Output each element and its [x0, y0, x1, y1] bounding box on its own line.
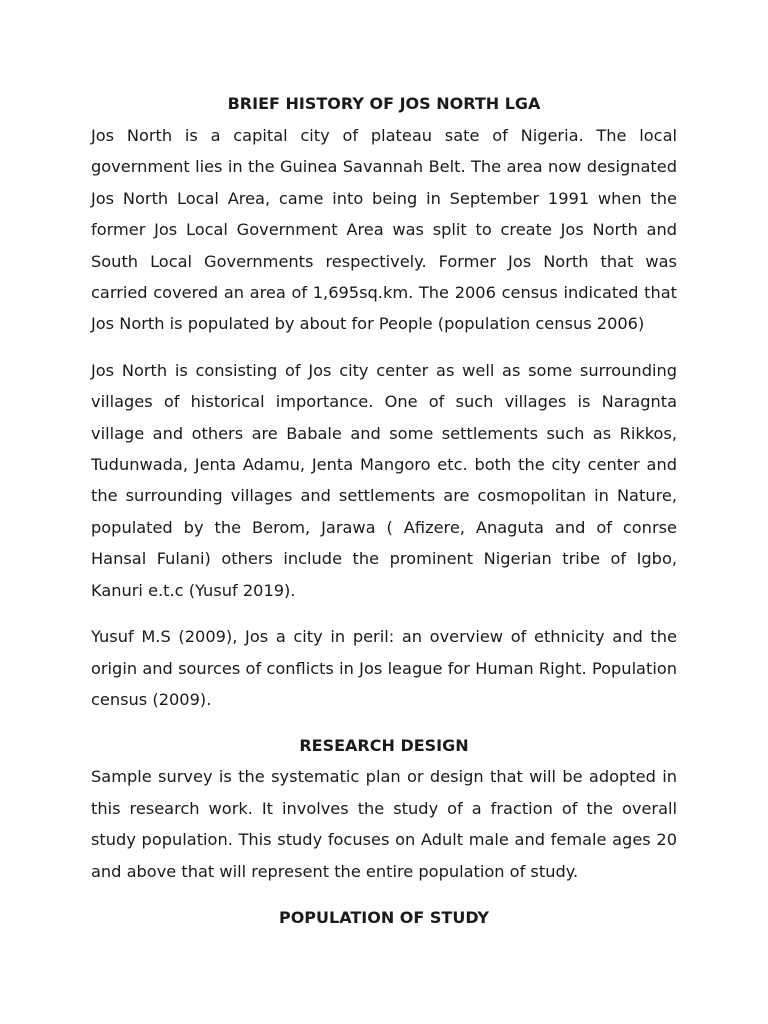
paragraph-research-design: Sample survey is the systematic plan or design that will be adopted in this research work. It involves the study of a fraction of the overall study population. This study focuses on Adult male and female ages 20 and above that will represent the entire population of study.	[91, 767, 677, 881]
section-heading-population-of-study: POPULATION OF STUDY	[278, 907, 490, 927]
paragraph-reference: Yusuf M.S (2009), Jos a city in peril: an overview of ethnicity and the origin and sources of conflicts in Jos league for Human Right. Population census (2009).	[91, 627, 677, 709]
paragraph-jos-north-overview: Jos North is a capital city of plateau sate of Nigeria. The local government lies in the Guinea Savannah Belt. The area now designated Jos North Local Area, came into being in September 1991 when the former Jos Local Government Area was split to create Jos North and South Local Governments respectively. Former Jos North that was carried covered an area of 1,695sq.km. The 2006 census indicated that Jos North is populated by about for People (population census 2006)	[91, 126, 677, 334]
section-heading-brief-history: BRIEF HISTORY OF JOS NORTH LGA	[227, 94, 541, 113]
paragraph-jos-north-composition: Jos North is consisting of Jos city center as well as some surrounding villages of historical importance. One of such villages is Naragnta village and others are Babale and some settlements such as Rikkos, Tudunwada, Jenta Adamu, Jenta Mangoro etc. both the city center and the surrounding villages and settlements are cosmopolitan in Nature, populated by the Berom, Jarawa ( Afizere, Anaguta and of conrse Hansal Fulani) others include the prominent Nigerian tribe of Igbo, Kanuri e.t.c (Yusuf 2019).	[91, 360, 677, 600]
section-heading-research-design: RESEARCH DESIGN	[299, 736, 469, 756]
document-page	[91, 93, 677, 929]
